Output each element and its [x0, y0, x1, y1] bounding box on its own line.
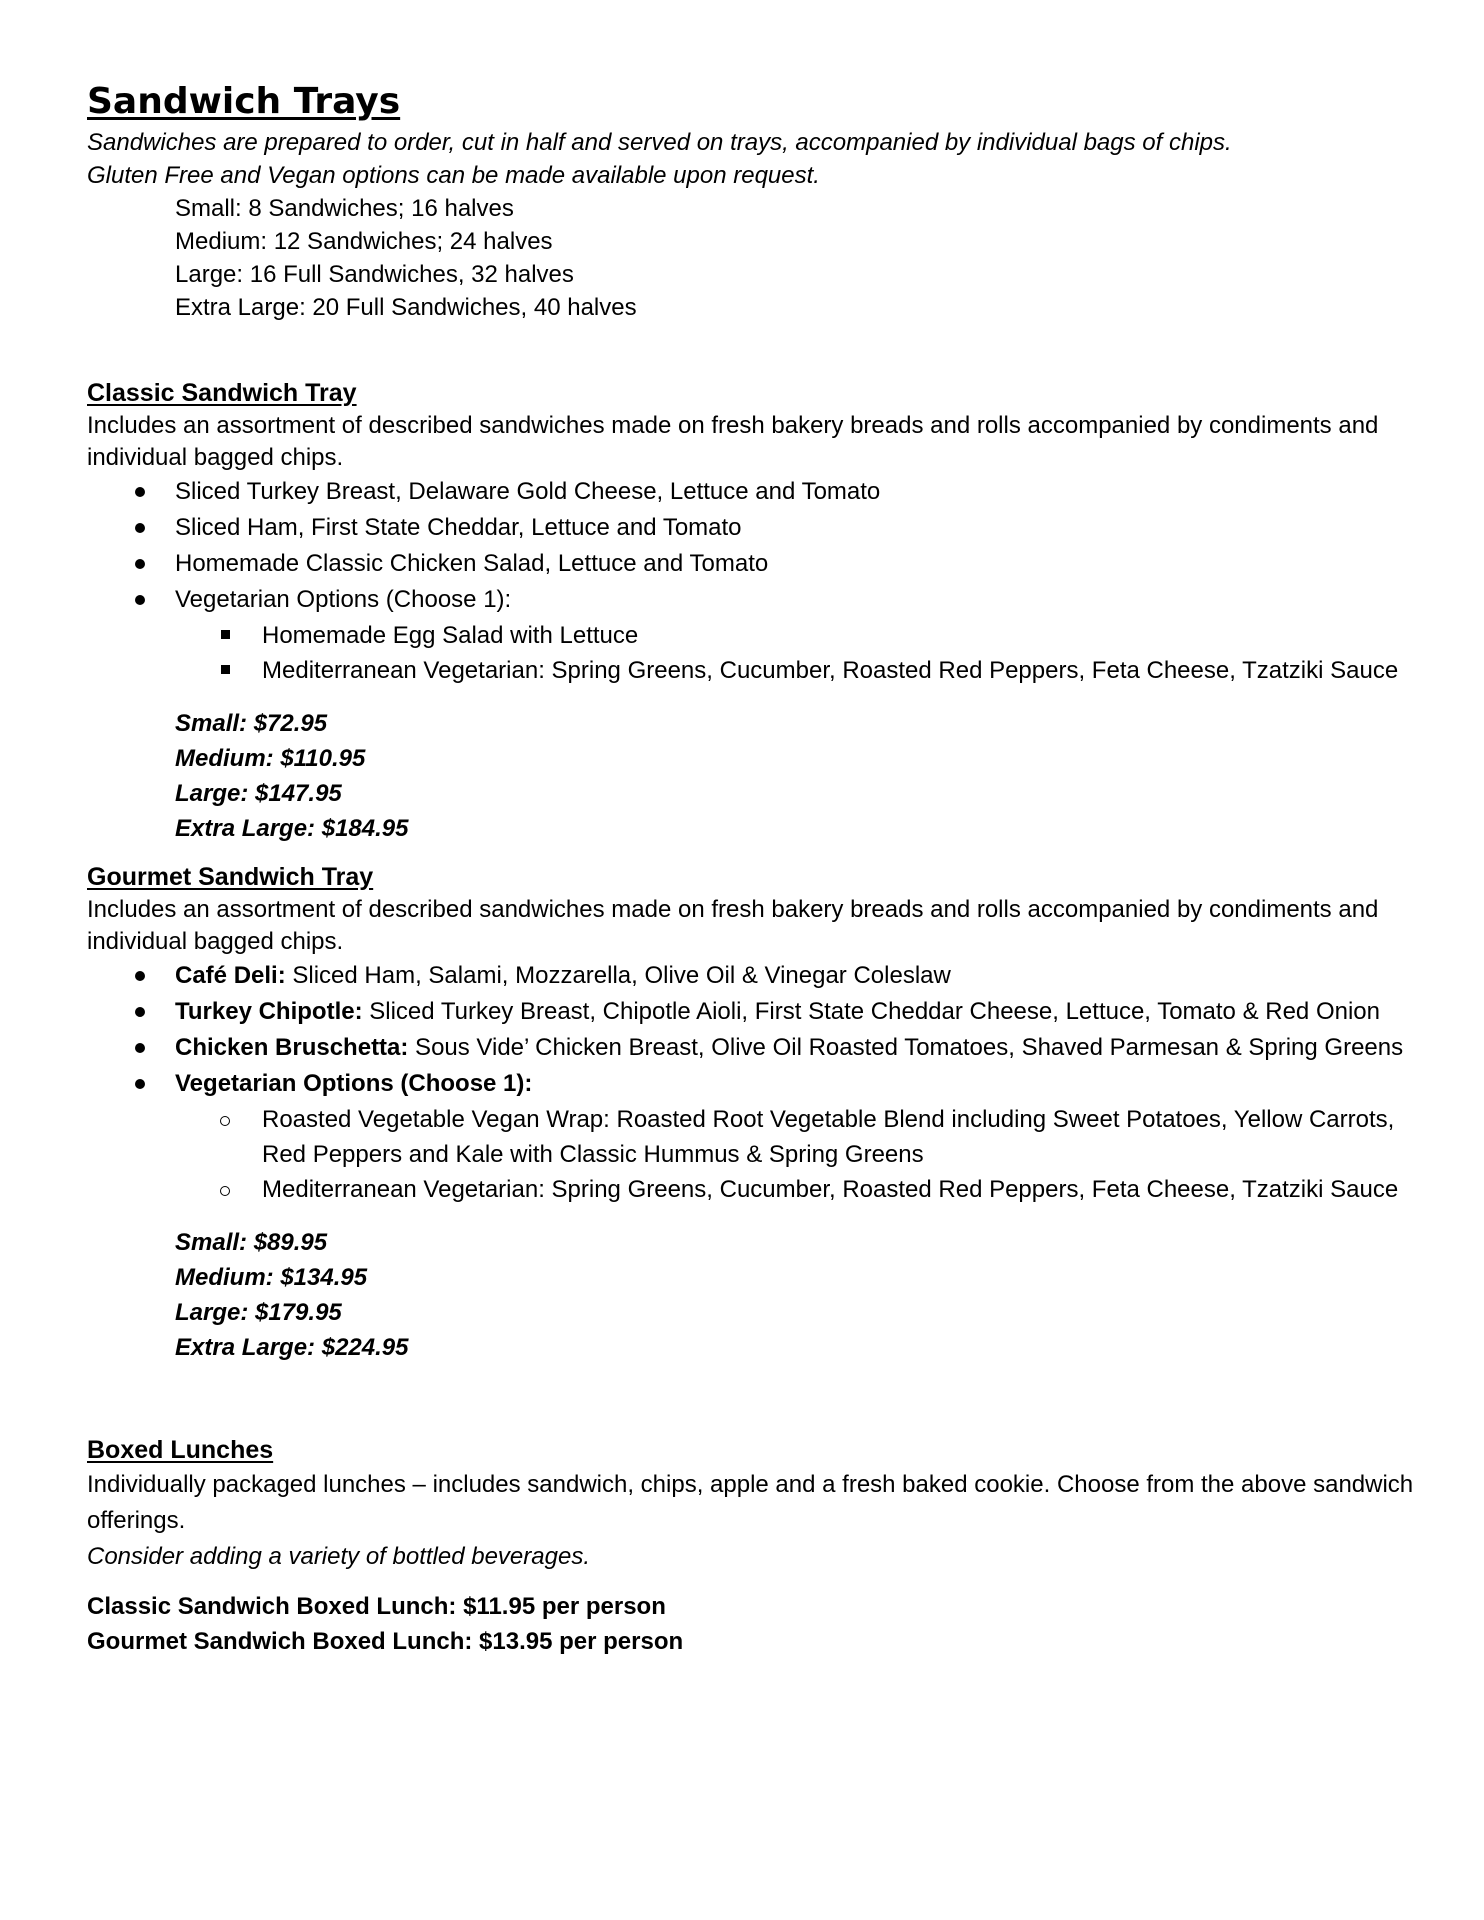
price-line: Extra Large: $184.95: [175, 815, 409, 842]
price-line: Gourmet Sandwich Boxed Lunch: $13.95 per person: [87, 1628, 684, 1655]
bullet-icon: [135, 971, 145, 981]
price-line: Classic Sandwich Boxed Lunch: $11.95 per person: [87, 1593, 666, 1620]
bullet-icon: [135, 1007, 145, 1017]
gourmet-description: Includes an assortment of described sandwiches made on fresh bakery breads and rolls accompanied by condiments and individual bagged chips.: [87, 896, 1379, 955]
circle-bullet-icon: [220, 1116, 230, 1126]
list-item: Chicken Bruschetta: Sous Vide’ Chicken Breast, Olive Oil Roasted Tomatoes, Shaved Parmesan & Spring Greens: [87, 1030, 1414, 1066]
price-line: Large: $179.95: [175, 1299, 342, 1326]
price-line: Large: $147.95: [175, 780, 342, 807]
list-item: Sliced Ham, First State Cheddar, Lettuce and Tomato: [87, 510, 1414, 546]
tray-size: Medium: 12 Sandwiches; 24 halves: [175, 228, 553, 255]
boxed-prices: [87, 1589, 1414, 1659]
classic-description: Includes an assortment of described sandwiches made on fresh bakery breads and rolls accompanied by condiments and individual bagged chips.: [87, 412, 1379, 471]
list-item: Roasted Vegetable Vegan Wrap: Roasted Root Vegetable Blend including Sweet Potatoes, Yellow Carrots, Red Peppers and Kale with Classic Hummus & Spring Greens: [87, 1102, 1414, 1172]
price-line: Medium: $110.95: [175, 745, 366, 772]
boxed-description: Individually packaged lunches – includes sandwich, chips, apple and a fresh baked cookie. Choose from the above sandwich offerings.: [87, 1471, 1414, 1534]
intro-line: Gluten Free and Vegan options can be made available upon request.: [87, 162, 820, 189]
list-item: Turkey Chipotle: Sliced Turkey Breast, Chipotle Aioli, First State Cheddar Cheese, Lettuce, Tomato & Red Onion: [87, 994, 1414, 1030]
price-line: Small: $89.95: [175, 1229, 328, 1256]
list-item: Vegetarian Options (Choose 1):: [87, 1066, 1414, 1102]
gourmet-title: Gourmet Sandwich Tray: [87, 863, 374, 891]
bullet-icon: [135, 559, 145, 569]
bullet-icon: [135, 1043, 145, 1053]
circle-bullet-icon: [220, 1186, 230, 1196]
tray-size: Large: 16 Full Sandwiches, 32 halves: [175, 261, 574, 288]
gourmet-items: [87, 958, 1414, 1102]
gourmet-veg-options: [87, 1102, 1414, 1207]
boxed-note: Consider adding a variety of bottled beverages.: [87, 1543, 590, 1570]
list-item: Homemade Egg Salad with Lettuce: [87, 618, 1414, 653]
gourmet-section: [87, 860, 1414, 1365]
gourmet-prices: [175, 1225, 1414, 1365]
square-bullet-icon: [221, 630, 230, 639]
page-title: Sandwich Trays: [87, 81, 401, 122]
bullet-icon: [135, 1079, 145, 1089]
bullet-icon: [135, 595, 145, 605]
list-item: Mediterranean Vegetarian: Spring Greens, Cucumber, Roasted Red Peppers, Feta Cheese, Tzatziki Sauce: [87, 653, 1414, 688]
classic-items: [87, 474, 1414, 618]
tray-sizes: [175, 192, 1414, 324]
classic-title: Classic Sandwich Tray: [87, 379, 357, 407]
price-line: Extra Large: $224.95: [175, 1334, 409, 1361]
boxed-section: [87, 1433, 1414, 1659]
price-line: Medium: $134.95: [175, 1264, 368, 1291]
tray-size: Small: 8 Sandwiches; 16 halves: [175, 195, 514, 222]
list-item: Café Deli: Sliced Ham, Salami, Mozzarella, Olive Oil & Vinegar Coleslaw: [87, 958, 1414, 994]
classic-prices: [175, 706, 1414, 846]
classic-section: [87, 376, 1414, 846]
classic-veg-options: [87, 618, 1414, 688]
bullet-icon: [135, 523, 145, 533]
list-item: Sliced Turkey Breast, Delaware Gold Cheese, Lettuce and Tomato: [87, 474, 1414, 510]
boxed-title: Boxed Lunches: [87, 1436, 274, 1464]
list-item: Homemade Classic Chicken Salad, Lettuce and Tomato: [87, 546, 1414, 582]
bullet-icon: [135, 487, 145, 497]
intro-line: Sandwiches are prepared to order, cut in half and served on trays, accompanied by individual bags of chips.: [87, 129, 1232, 156]
tray-size: Extra Large: 20 Full Sandwiches, 40 halves: [175, 294, 637, 321]
list-item: Mediterranean Vegetarian: Spring Greens, Cucumber, Roasted Red Peppers, Feta Cheese, Tzatziki Sauce: [87, 1172, 1414, 1207]
list-item: Vegetarian Options (Choose 1):: [87, 582, 1414, 618]
price-line: Small: $72.95: [175, 710, 328, 737]
square-bullet-icon: [221, 665, 230, 674]
